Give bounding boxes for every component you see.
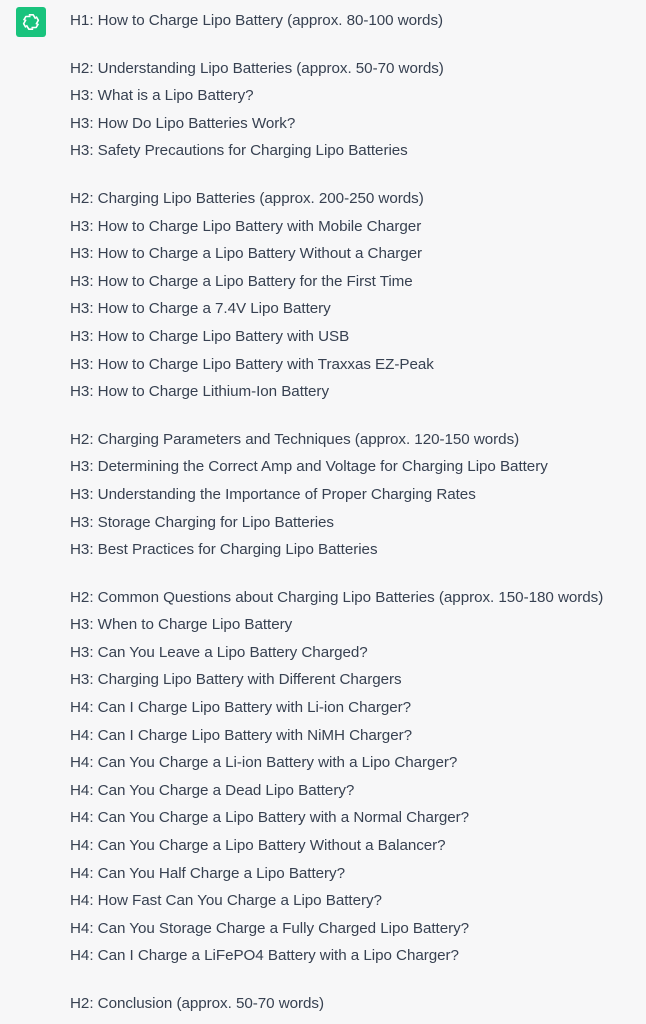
outline-heading: H3: How to Charge a Lipo Battery Without a Charger <box>70 245 423 263</box>
outline-heading: H3: How Do Lipo Batteries Work? <box>70 114 296 132</box>
outline-heading: H4: Can You Charge a Lipo Battery with a Normal Charger? <box>70 809 470 827</box>
outline-heading: H4: Can I Charge Lipo Battery with Li-ion Charger? <box>70 699 412 717</box>
outline-heading: H3: How to Charge Lipo Battery with Traxxas EZ-Peak <box>70 355 434 373</box>
outline-heading: H4: Can You Charge a Li-ion Battery with a Lipo Charger? <box>70 754 458 772</box>
outline-section <box>70 990 646 1018</box>
outline-heading: H4: Can I Charge a LiFePO4 Battery with a Lipo Charger? <box>70 947 459 965</box>
outline-section <box>70 584 646 970</box>
outline-heading: H3: Determining the Correct Amp and Voltage for Charging Lipo Battery <box>70 458 548 476</box>
outline-heading: H3: How to Charge Lipo Battery with Mobile Charger <box>70 217 422 235</box>
outline-heading: H4: Can You Charge a Dead Lipo Battery? <box>70 781 355 799</box>
outline-heading: H3: Charging Lipo Battery with Different Chargers <box>70 671 402 689</box>
outline-heading: H1: How to Charge Lipo Battery (approx. 80-100 words) <box>70 12 444 29</box>
outline-heading: H2: Understanding Lipo Batteries (approx. 50-70 words) <box>70 59 444 77</box>
outline-heading: H2: Common Questions about Charging Lipo Batteries (approx. 150-180 words) <box>70 588 604 606</box>
outline-heading: H3: Storage Charging for Lipo Batteries <box>70 513 334 531</box>
outline-heading: H3: How to Charge a Lipo Battery for the First Time <box>70 272 413 290</box>
outline-heading: H3: How to Charge Lithium-Ion Battery <box>70 383 329 401</box>
outline-section <box>70 426 646 564</box>
outline-heading: H4: How Fast Can You Charge a Lipo Battery? <box>70 892 382 910</box>
outline-heading: H4: Can You Half Charge a Lipo Battery? <box>70 864 345 882</box>
outline-heading: H3: Understanding the Importance of Proper Charging Rates <box>70 485 476 503</box>
outline-heading: H4: Can You Storage Charge a Fully Charged Lipo Battery? <box>70 919 470 937</box>
outline-heading: H3: Can You Leave a Lipo Battery Charged? <box>70 643 368 661</box>
openai-logo-icon <box>21 12 41 32</box>
outline-section <box>70 7 646 35</box>
outline-section <box>70 55 646 165</box>
outline-heading: H3: How to Charge Lipo Battery with USB <box>70 327 350 345</box>
outline-heading: H4: Can You Charge a Lipo Battery Without a Balancer? <box>70 837 446 855</box>
outline-heading: H3: When to Charge Lipo Battery <box>70 616 293 634</box>
outline-heading: H3: What is a Lipo Battery? <box>70 87 254 105</box>
outline-heading: H2: Charging Parameters and Techniques (approx. 120-150 words) <box>70 430 520 448</box>
outline-heading: H2: Conclusion (approx. 50-70 words) <box>70 995 324 1012</box>
outline-heading: H3: Best Practices for Charging Lipo Batteries <box>70 541 378 559</box>
article-outline <box>70 7 646 1024</box>
outline-heading: H4: Can I Charge Lipo Battery with NiMH Charger? <box>70 726 412 744</box>
outline-heading: H3: Safety Precautions for Charging Lipo Batteries <box>70 142 408 160</box>
assistant-avatar <box>16 7 46 37</box>
outline-heading: H2: Charging Lipo Batteries (approx. 200-250 words) <box>70 189 424 207</box>
outline-section <box>70 185 646 406</box>
outline-heading: H3: How to Charge a 7.4V Lipo Battery <box>70 300 331 318</box>
